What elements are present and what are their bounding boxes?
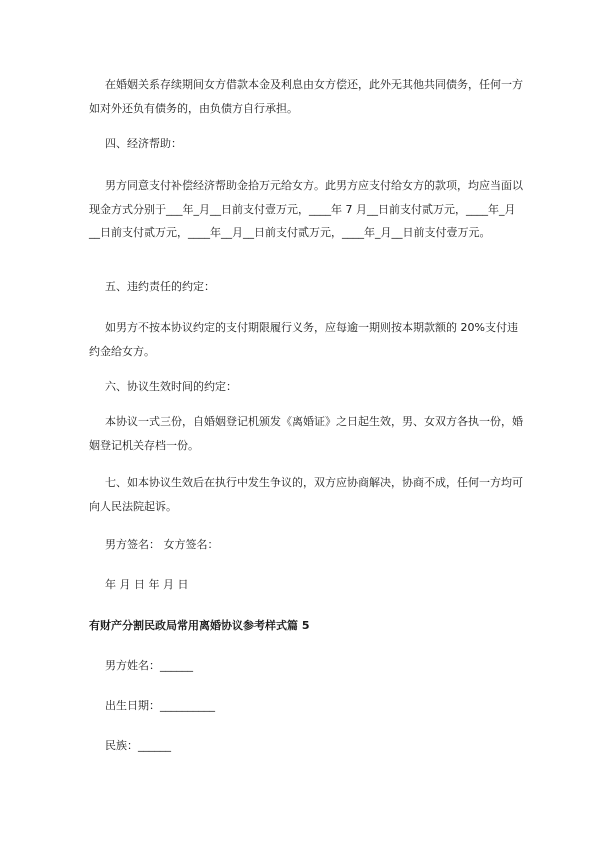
heading-economic-help: 四、经济帮助： <box>105 137 182 150</box>
field-ethnicity: 民族：______ <box>105 739 171 752</box>
paragraph-breach: 如男方不按本协议约定的支付期限履行义务，应每逾一期则按本期款额的 20%支付违约金给女方。 <box>89 321 518 358</box>
paragraph-dispute: 七、如本协议生效后在执行中发生争议的，双方应协商解决，协商不成，任何一方均可向人民法院起诉。 <box>89 476 523 513</box>
signature-line: 男方签名： 女方签名： <box>105 538 219 551</box>
field-birth-date: 出生日期：__________ <box>105 699 215 712</box>
date-line: 年 月 日 年 月 日 <box>105 578 189 591</box>
section-title: 有财产分割民政局常用离婚协议参考样式篇 5 <box>89 619 310 632</box>
paragraph-payment-schedule: 男方同意支付补偿经济帮助金拾万元给女方。此男方应支付给女方的款项，均应当面以现金方式分别于___年_月__日前支付壹万元，____年 7 月__日前支付贰万元，____年_月__日前支付贰万元，____年__月__日前支付贰万元，____年_月__日前支付壹万元。 <box>89 179 523 239</box>
heading-breach-liability: 五、违约责任的约定： <box>105 280 215 293</box>
paragraph-effective: 本协议一式三份，自婚姻登记机颁发《离婚证》之日起生效，男、女双方各执一份，婚姻登记机关存档一份。 <box>89 415 523 452</box>
field-male-name: 男方姓名：______ <box>105 659 193 672</box>
heading-effective-time: 六、协议生效时间的约定： <box>105 380 237 393</box>
paragraph-debt: 在婚姻关系存续期间女方借款本金及利息由女方偿还，此外无其他共同债务，任何一方如对外还负有债务的，由负债方自行承担。 <box>89 78 523 115</box>
